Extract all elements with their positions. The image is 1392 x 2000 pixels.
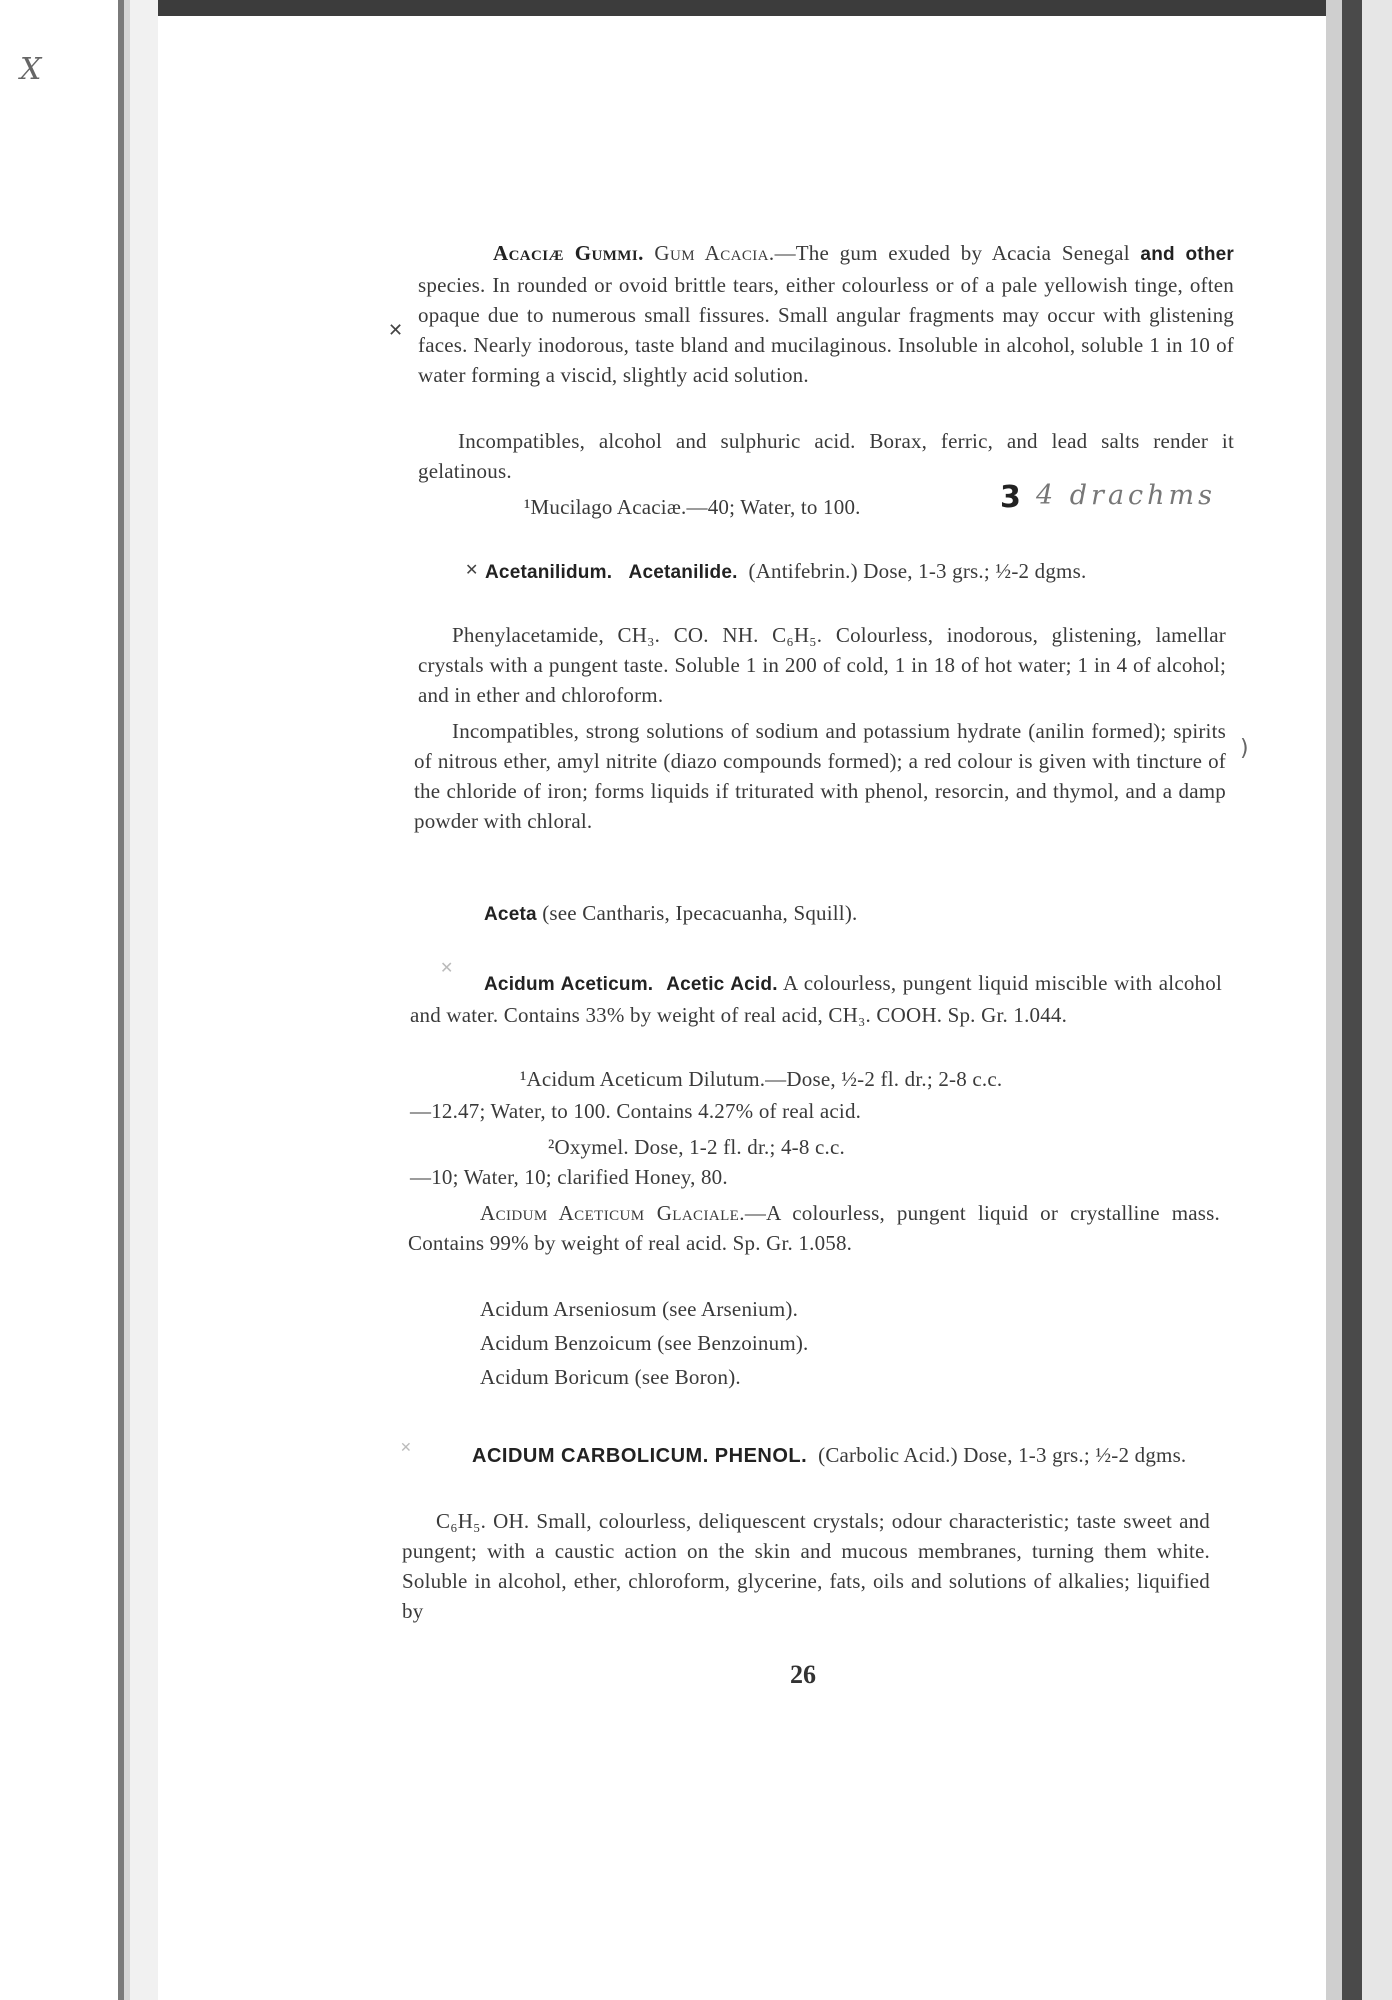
acetanilidum-body: Phenylacetamide, CH₃. CO. NH. C₆H₅. Colourless, inodorous, glistening, lamellar crystals with a pungent taste. Soluble 1 in 200 of cold, 1 in 18 of hot water; 1 in 4 of alcohol; and in ether and chloroform. — [418, 623, 1226, 707]
corner-x-mark: X — [20, 52, 42, 87]
carbolic-title: ACIDUM CARBOLICUM. PHENOL. — [472, 1445, 808, 1467]
acetic-prep1-line1: ¹Acidum Aceticum Dilutum.—Dose, ½-2 fl. dr.; 2-8 c.c. — [520, 1067, 1003, 1091]
acacia-title: Acaciæ Gummi. — [493, 241, 644, 265]
scan-top-edge — [118, 0, 1392, 16]
acetic-title: Acidum Aceticum. — [484, 974, 654, 995]
acetic-glacial-body: —A colourless, pungent liquid or crystalline mass. Contains 99% by weight of real acid. Sp. Gr. 1.058. — [408, 1201, 1220, 1255]
margin-tick-icon: ✕ — [465, 560, 479, 579]
acetanilidum-dose: (Antifebrin.) Dose, 1-3 grs.; ½-2 dgms. — [748, 559, 1087, 583]
aceta-reference: (see Cantharis, Ipecacuanha, Squill). — [542, 901, 858, 925]
carbolic-dose: (Carbolic Acid.) Dose, 1-3 grs.; ½-2 dgms. — [818, 1443, 1187, 1467]
acacia-first-line: —The gum exuded by Acacia Senegal — [774, 241, 1130, 265]
acetanilidum-incompatibles: Incompatibles, strong solutions of sodium and potassium hydrate (anilin formed); spirits of nitrous ether, amyl nitrite (diazo compounds formed); a red colour is given with tincture of the chloride of iron; forms liquids if triturated with phenol, resorcin, and thymol, and a damp powder with chloral. — [414, 719, 1226, 833]
aceta-entry — [484, 898, 858, 930]
scan-right-margin — [1362, 0, 1392, 2000]
acacia-body: species. In rounded or ovoid brittle tears, either colourless or of a pale yellowish tinge, often opaque due to numerous small fissures. Small angular fragments may occur with glistening faces. Nearly inodorous, taste bland and mucilaginous. Insoluble in alcohol, soluble 1 in 10 of water forming a viscid, slightly acid solution. — [418, 273, 1234, 387]
margin-tick-icon: ✕ — [400, 1440, 412, 1456]
see-reference: Acidum Boricum (see Boron). — [480, 1365, 741, 1389]
acacia-and-other: and other — [1140, 244, 1234, 265]
handwritten-words: 4 drachms — [1036, 480, 1217, 511]
margin-bracket-mark: ) — [1240, 736, 1249, 761]
handwritten-digit: 3 — [1000, 480, 1021, 515]
acetic-glacial — [408, 1198, 1220, 1258]
acacia-incompatibles: Incompatibles, alcohol and sulphuric acid. Borax, ferric, and lead salts render it gelatinous. — [418, 429, 1234, 483]
acetic-prep2-line2: —10; Water, 10; clarified Honey, 80. — [410, 1165, 728, 1189]
acetanilidum-subtitle: Acetanilide. — [628, 562, 738, 583]
acetic-paragraph — [410, 968, 1222, 1030]
acetanilidum-title: Acetanilidum. — [485, 562, 613, 583]
carbolic-heading — [402, 1440, 1210, 1471]
acetic-prep2-line1: ²Oxymel. Dose, 1-2 fl. dr.; 4-8 c.c. — [548, 1135, 845, 1159]
aceta-title: Aceta — [484, 904, 537, 925]
see-reference: Acidum Arseniosum (see Arsenium). — [480, 1297, 799, 1321]
acacia-subtitle: Gum Acacia. — [654, 241, 775, 265]
margin-tick-icon: ✕ — [440, 958, 454, 977]
carbolic-body: C₆H₅. OH. Small, colourless, deliquescent crystals; odour characteristic; taste sweet and pungent; with a caustic action on the skin and mucous membranes, turning them white. Soluble in alcohol, ether, chloroform, glycerine, fats, oils and solutions of alkalies; liquified by — [402, 1509, 1210, 1623]
acetic-glacial-title: Acidum Aceticum Glaciale. — [480, 1201, 745, 1225]
acetic-subtitle: Acetic Acid. — [666, 974, 778, 995]
acetic-prep1-line2: —12.47; Water, to 100. Contains 4.27% of real acid. — [410, 1099, 862, 1123]
margin-tick-icon: ✕ — [388, 320, 404, 341]
page-number: 26 — [790, 1660, 816, 1689]
see-reference: Acidum Benzoicum (see Benzoinum). — [480, 1331, 809, 1355]
handwritten-note — [1000, 480, 1280, 530]
acetic-body: A colourless, pungent liquid miscible with alcohol and water. Contains 33% by weight of real acid, CH₃. COOH. Sp. Gr. 1.044. — [410, 971, 1222, 1027]
acacia-preparation: ¹Mucilago Acaciæ.—40; Water, to 100. — [524, 495, 861, 519]
scan-right-edge-dark — [1342, 0, 1362, 2000]
scan-left-shadow — [130, 0, 158, 2000]
scan-right-edge — [1326, 0, 1342, 2000]
acacia-paragraph — [418, 238, 1234, 390]
acetanilidum-heading — [418, 556, 1226, 588]
